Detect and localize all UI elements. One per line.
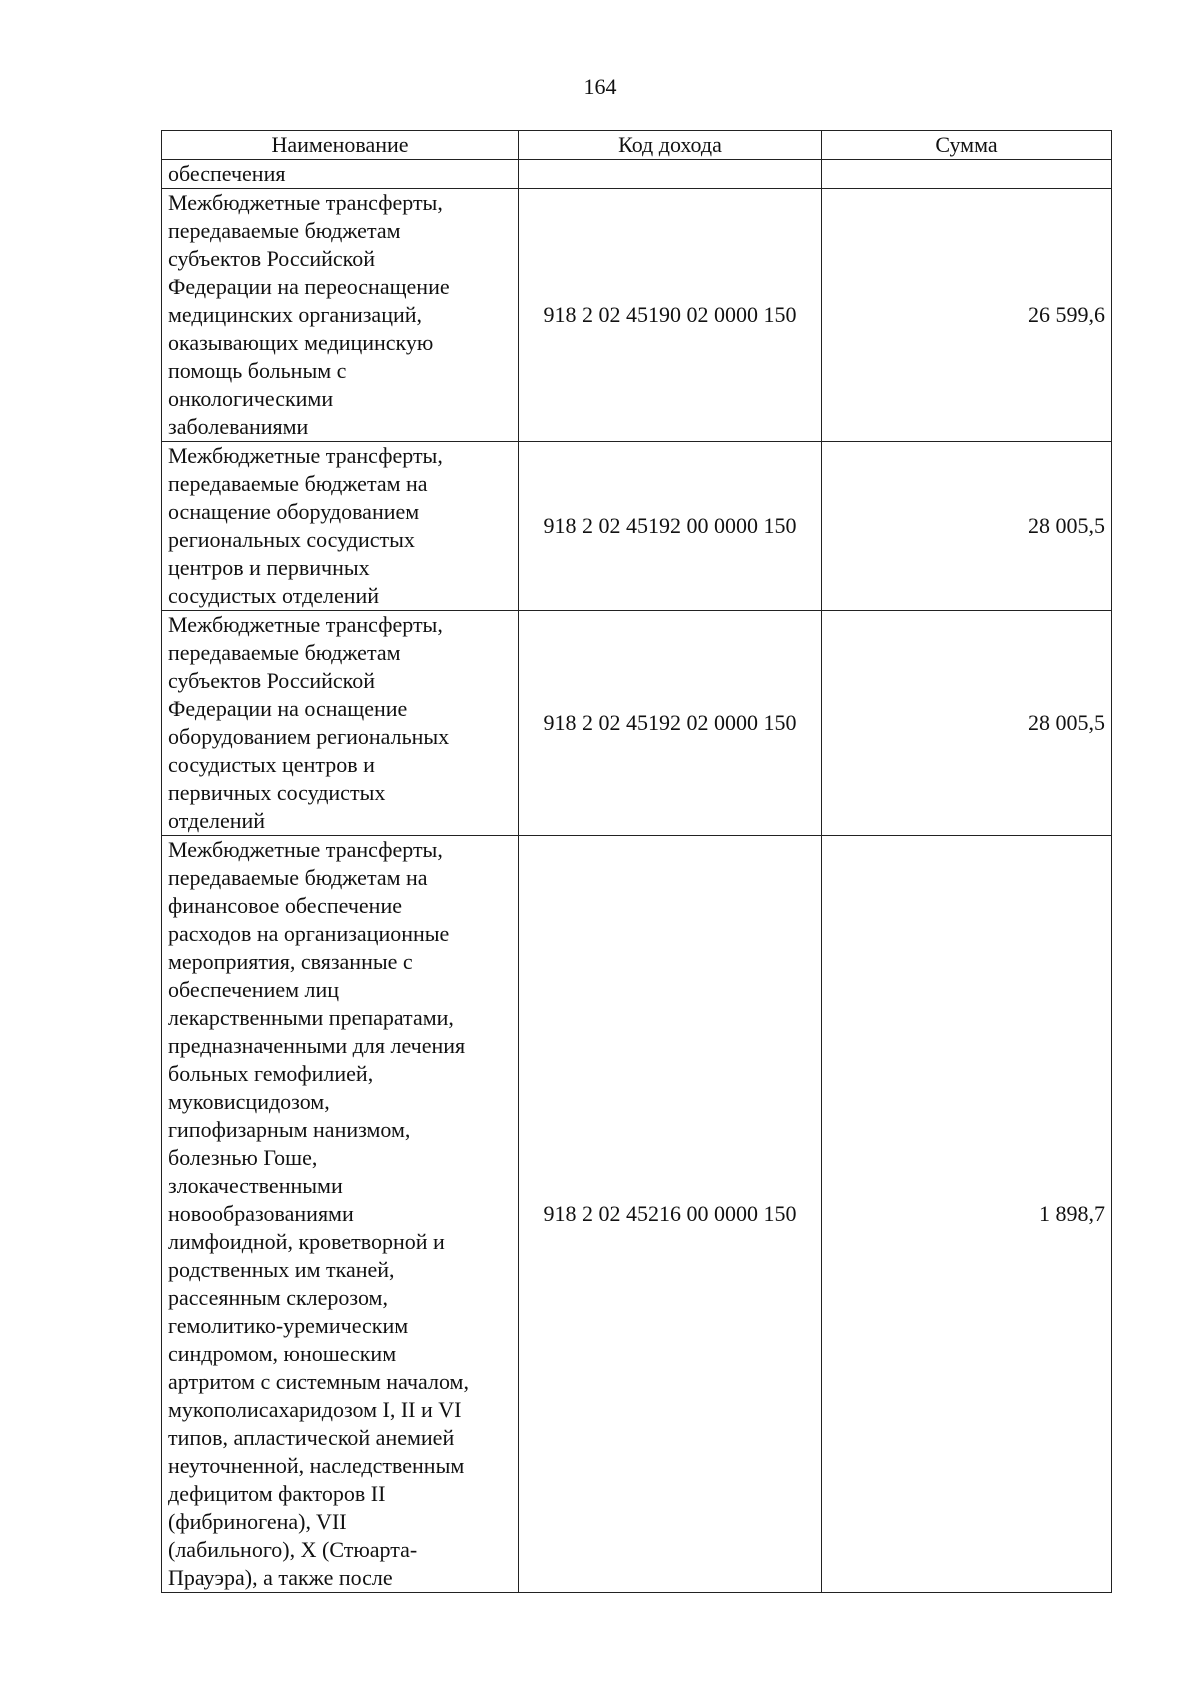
row-sum: 28 005,5 [822,611,1112,836]
page-number: 164 [583,74,617,99]
row-sum: 26 599,6 [822,189,1112,442]
row-code: 918 2 02 45192 00 0000 150 [519,442,822,611]
header-code: Код дохода [519,131,822,160]
table-row [162,189,1112,442]
table-row [162,611,1112,836]
row-sum [822,160,1112,189]
row-name: Межбюджетные трансферты, передаваемые бюджетам на финансовое обеспечение расходов на организационные мероприятия, связанные с обеспечением лиц лекарственными препаратами, предназначенными для лечения больных гемофилией, муковисцидозом, гипофизарным нанизмом, болезнью Гоше, злокачественными новообразованиями лимфоидной, кроветворной и родственных им тканей, рассеянным склерозом, гемолитико-уремическим синдромом, юношеским артритом с системным началом, мукополисахаридозом I, II и VI типов, апластической анемией неуточненной, наследственным дефицитом факторов II (фибриногена), VII (лабильного), X (Стюарта- Прауэра), а также после [162,836,519,1593]
table-body [162,160,1112,1593]
row-sum: 1 898,7 [822,836,1112,1593]
row-code: 918 2 02 45192 02 0000 150 [519,611,822,836]
table-header [162,131,1112,160]
table-row [162,442,1112,611]
row-name: Межбюджетные трансферты, передаваемые бюджетам субъектов Российской Федерации на переоснащение медицинских организаций, оказывающих медицинскую помощь больным с онкологическими заболеваниями [162,189,519,442]
row-sum: 28 005,5 [822,442,1112,611]
row-code: 918 2 02 45216 00 0000 150 [519,836,822,1593]
row-name: Межбюджетные трансферты, передаваемые бюджетам на оснащение оборудованием региональных сосудистых центров и первичных сосудистых отделений [162,442,519,611]
table-row [162,160,1112,189]
header-row [162,131,1112,160]
row-code: 918 2 02 45190 02 0000 150 [519,189,822,442]
header-name: Наименование [162,131,519,160]
table-row [162,836,1112,1593]
row-code [519,160,822,189]
revenue-table [161,130,1112,1593]
row-name: обеспечения [162,160,519,189]
row-name: Межбюджетные трансферты, передаваемые бюджетам субъектов Российской Федерации на оснащение оборудованием региональных сосудистых центров и первичных сосудистых отделений [162,611,519,836]
header-sum: Сумма [822,131,1112,160]
